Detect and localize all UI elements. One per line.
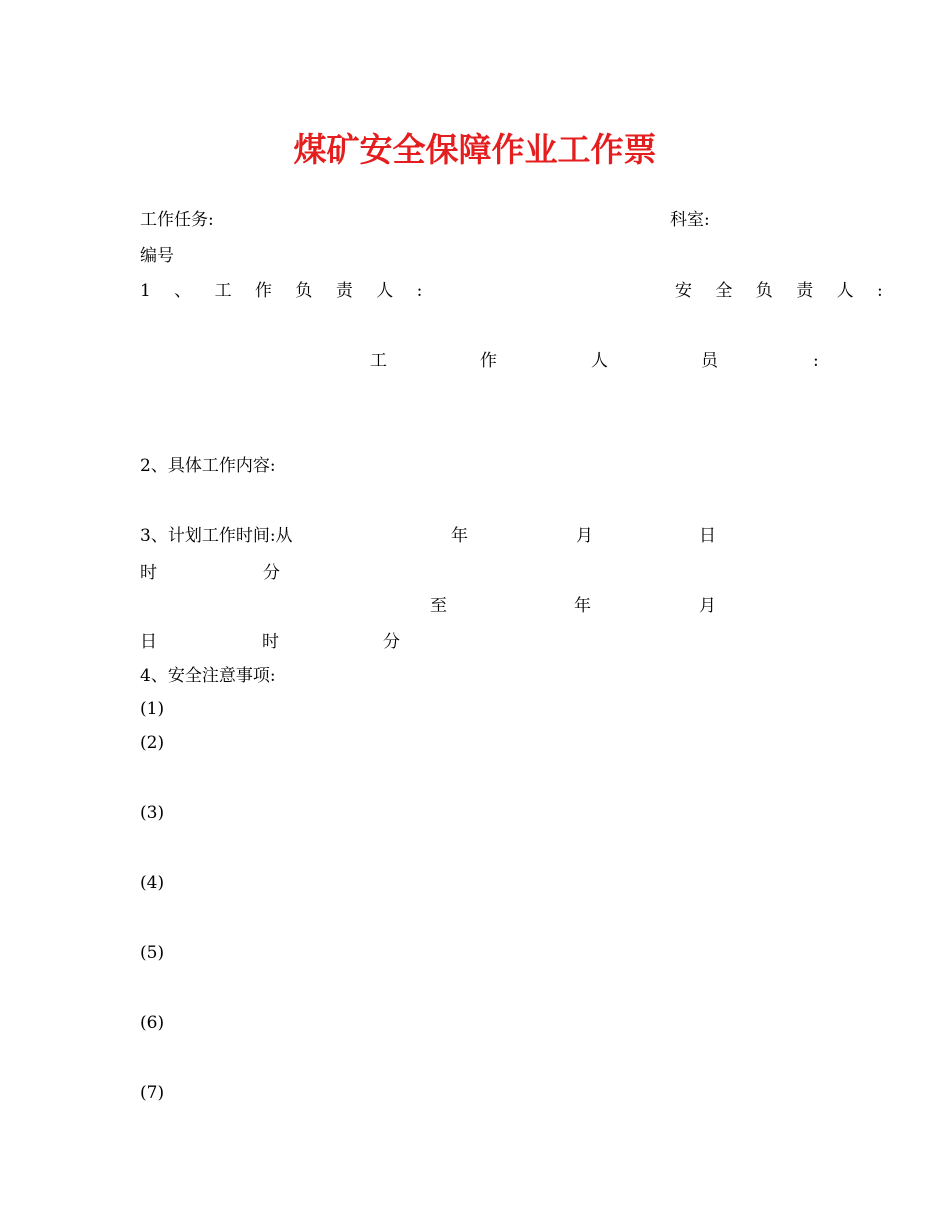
document-title: 煤矿安全保障作业工作票 [293, 130, 657, 169]
safety-leader-label: 安 全 负 责 人 : [675, 281, 892, 301]
department-label: 科室: [670, 210, 710, 230]
to-hour-label: 时 [262, 632, 279, 652]
safety-notes-label: 4、安全注意事项: [140, 666, 276, 686]
staff-char-3: 人 [591, 351, 608, 371]
from-day-label: 日 [699, 526, 716, 546]
from-hour-label: 时 [140, 563, 157, 583]
number-label: 编号 [140, 246, 174, 266]
note-item-5: (5) [140, 943, 165, 963]
planned-time-label: 3、计划工作时间:从 [140, 526, 293, 546]
work-content-label: 2、具体工作内容: [140, 456, 276, 476]
to-day-label: 日 [140, 632, 157, 652]
work-leader-label: 1 、 工 作 负 责 人 : [140, 281, 432, 301]
note-item-2: (2) [140, 733, 165, 753]
note-item-3: (3) [140, 803, 165, 823]
staff-char-1: 工 [370, 351, 387, 371]
to-label: 至 [430, 596, 447, 616]
to-month-label: 月 [699, 596, 716, 616]
to-minute-label: 分 [383, 632, 400, 652]
note-item-6: (6) [140, 1013, 165, 1033]
from-month-label: 月 [576, 526, 593, 546]
from-minute-label: 分 [263, 563, 280, 583]
note-item-4: (4) [140, 873, 165, 893]
note-item-1: (1) [140, 699, 165, 719]
from-year-label: 年 [451, 526, 468, 546]
staff-char-5: : [813, 351, 819, 371]
staff-char-4: 员 [701, 351, 718, 371]
staff-char-2: 作 [480, 351, 497, 371]
note-item-7: (7) [140, 1083, 165, 1103]
to-year-label: 年 [574, 596, 591, 616]
task-label: 工作任务: [140, 210, 214, 230]
